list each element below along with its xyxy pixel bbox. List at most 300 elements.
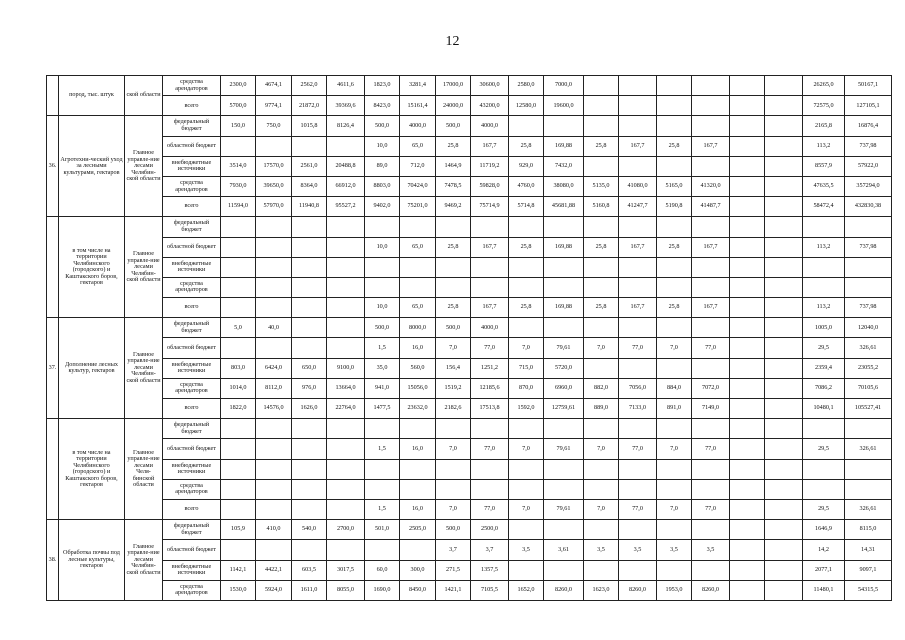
value-cell: 1477,5 xyxy=(365,399,400,419)
value-cell: 2505,0 xyxy=(400,520,436,540)
value-cell xyxy=(292,338,327,358)
value-cell xyxy=(436,459,471,479)
value-cell xyxy=(619,156,657,176)
value-cell xyxy=(327,439,365,459)
value-cell xyxy=(292,277,327,297)
value-cell: 66912,0 xyxy=(327,176,365,196)
value-cell: 4422,1 xyxy=(256,560,292,580)
value-cell xyxy=(256,540,292,560)
value-cell: 113,2 xyxy=(803,298,845,318)
value-cell xyxy=(730,176,765,196)
item-name: пород, тыс. штук xyxy=(59,76,125,116)
value-cell: 95527,2 xyxy=(327,197,365,217)
value-cell xyxy=(803,277,845,297)
value-cell: 77,0 xyxy=(692,338,730,358)
table-row xyxy=(47,136,892,156)
table-row xyxy=(47,338,892,358)
item-index: 36. xyxy=(47,116,59,217)
value-cell: 3,61 xyxy=(544,540,584,560)
value-cell xyxy=(365,419,400,439)
value-cell xyxy=(619,419,657,439)
value-cell: 326,61 xyxy=(845,338,892,358)
value-cell: 1530,0 xyxy=(221,580,256,600)
funding-source: федеральный бюджет xyxy=(163,419,221,439)
value-cell: 65,0 xyxy=(400,136,436,156)
value-cell xyxy=(584,520,619,540)
value-cell: 77,0 xyxy=(619,338,657,358)
value-cell xyxy=(765,217,803,237)
value-cell: 79,61 xyxy=(544,499,584,519)
value-cell xyxy=(657,459,692,479)
value-cell: 30600,0 xyxy=(471,76,509,96)
value-cell: 167,7 xyxy=(692,298,730,318)
page-number: 12 xyxy=(445,34,460,49)
value-cell xyxy=(765,96,803,116)
value-cell: 25,8 xyxy=(436,237,471,257)
value-cell xyxy=(657,358,692,378)
budget-table xyxy=(46,75,892,601)
table-row xyxy=(47,96,892,116)
value-cell: 7149,0 xyxy=(692,399,730,419)
value-cell: 167,7 xyxy=(619,136,657,156)
value-cell xyxy=(509,277,544,297)
value-cell xyxy=(292,237,327,257)
value-cell xyxy=(730,96,765,116)
value-cell xyxy=(765,439,803,459)
value-cell: 58472,4 xyxy=(803,197,845,217)
value-cell xyxy=(619,116,657,136)
value-cell xyxy=(765,76,803,96)
value-cell: 77,0 xyxy=(471,338,509,358)
value-cell: 57970,0 xyxy=(256,197,292,217)
funding-source: федеральный бюджет xyxy=(163,520,221,540)
value-cell: 1611,0 xyxy=(292,580,327,600)
value-cell: 7478,5 xyxy=(436,176,471,196)
value-cell xyxy=(730,257,765,277)
value-cell xyxy=(692,419,730,439)
value-cell: 25,8 xyxy=(436,298,471,318)
value-cell: 29,5 xyxy=(803,439,845,459)
value-cell: 14,31 xyxy=(845,540,892,560)
value-cell: 603,5 xyxy=(292,560,327,580)
funding-source: областной бюджет xyxy=(163,136,221,156)
value-cell: 500,0 xyxy=(436,318,471,338)
value-cell xyxy=(730,580,765,600)
value-cell: 7930,0 xyxy=(221,176,256,196)
table-row xyxy=(47,116,892,136)
value-cell xyxy=(692,257,730,277)
value-cell xyxy=(584,318,619,338)
value-cell xyxy=(619,277,657,297)
value-cell xyxy=(509,419,544,439)
value-cell xyxy=(221,338,256,358)
value-cell: 7000,0 xyxy=(544,76,584,96)
value-cell xyxy=(845,459,892,479)
value-cell: 17570,0 xyxy=(256,156,292,176)
value-cell xyxy=(730,318,765,338)
value-cell xyxy=(584,358,619,378)
value-cell: 41080,0 xyxy=(619,176,657,196)
value-cell: 25,8 xyxy=(509,298,544,318)
value-cell xyxy=(765,580,803,600)
value-cell xyxy=(657,318,692,338)
funding-source: средства арендаторов xyxy=(163,378,221,398)
value-cell xyxy=(657,419,692,439)
funding-source: всего xyxy=(163,298,221,318)
value-cell: 39650,0 xyxy=(256,176,292,196)
value-cell: 7,0 xyxy=(584,499,619,519)
funding-source: федеральный бюджет xyxy=(163,116,221,136)
funding-source: средства арендаторов xyxy=(163,580,221,600)
value-cell: 25,8 xyxy=(584,298,619,318)
value-cell: 77,0 xyxy=(619,439,657,459)
funding-source: внебюджетные источники xyxy=(163,358,221,378)
value-cell xyxy=(400,277,436,297)
value-cell: 105527,41 xyxy=(845,399,892,419)
table-row xyxy=(47,439,892,459)
value-cell: 25,8 xyxy=(436,136,471,156)
value-cell: 650,0 xyxy=(292,358,327,378)
value-cell: 8803,0 xyxy=(365,176,400,196)
value-cell: 39369,6 xyxy=(327,96,365,116)
item-name: в том числе на территории Челябинского (городского) и Каштакского боров, гектаров xyxy=(59,419,125,520)
value-cell: 77,0 xyxy=(619,499,657,519)
value-cell xyxy=(730,116,765,136)
value-cell: 79,61 xyxy=(544,439,584,459)
value-cell xyxy=(221,499,256,519)
value-cell xyxy=(765,399,803,419)
value-cell xyxy=(765,318,803,338)
value-cell: 8055,0 xyxy=(327,580,365,600)
value-cell: 7,0 xyxy=(509,499,544,519)
value-cell xyxy=(256,499,292,519)
value-cell xyxy=(730,298,765,318)
value-cell xyxy=(803,217,845,237)
value-cell xyxy=(221,217,256,237)
value-cell xyxy=(619,96,657,116)
value-cell xyxy=(765,156,803,176)
value-cell: 8364,0 xyxy=(292,176,327,196)
value-cell: 167,7 xyxy=(619,298,657,318)
value-cell: 884,0 xyxy=(657,378,692,398)
value-cell: 11480,1 xyxy=(803,580,845,600)
value-cell: 712,0 xyxy=(400,156,436,176)
value-cell: 1251,2 xyxy=(471,358,509,378)
value-cell xyxy=(657,520,692,540)
value-cell xyxy=(221,419,256,439)
value-cell xyxy=(765,197,803,217)
value-cell: 9469,2 xyxy=(436,197,471,217)
value-cell: 2580,0 xyxy=(509,76,544,96)
value-cell xyxy=(730,479,765,499)
value-cell: 65,0 xyxy=(400,237,436,257)
funding-source: областной бюджет xyxy=(163,540,221,560)
value-cell xyxy=(730,338,765,358)
table-body xyxy=(47,76,892,601)
value-cell: 25,8 xyxy=(657,136,692,156)
value-cell xyxy=(471,217,509,237)
value-cell xyxy=(692,96,730,116)
value-cell xyxy=(730,419,765,439)
value-cell: 12580,0 xyxy=(509,96,544,116)
value-cell: 89,0 xyxy=(365,156,400,176)
value-cell xyxy=(400,257,436,277)
table-row xyxy=(47,419,892,439)
value-cell xyxy=(657,257,692,277)
value-cell xyxy=(765,499,803,519)
funding-source: всего xyxy=(163,96,221,116)
value-cell xyxy=(730,499,765,519)
value-cell: 167,7 xyxy=(471,298,509,318)
value-cell: 25,8 xyxy=(657,237,692,257)
value-cell xyxy=(730,237,765,257)
table-row xyxy=(47,298,892,318)
value-cell xyxy=(292,257,327,277)
value-cell: 16,0 xyxy=(400,338,436,358)
value-cell xyxy=(765,116,803,136)
funding-source: внебюджетные источники xyxy=(163,257,221,277)
value-cell xyxy=(400,479,436,499)
value-cell xyxy=(436,419,471,439)
value-cell xyxy=(584,116,619,136)
value-cell xyxy=(619,358,657,378)
value-cell xyxy=(256,257,292,277)
value-cell xyxy=(365,277,400,297)
value-cell: 326,61 xyxy=(845,439,892,459)
value-cell: 7072,0 xyxy=(692,378,730,398)
value-cell: 25,8 xyxy=(657,298,692,318)
value-cell: 70424,0 xyxy=(400,176,436,196)
value-cell xyxy=(471,257,509,277)
value-cell: 20488,8 xyxy=(327,156,365,176)
value-cell: 7,0 xyxy=(436,499,471,519)
value-cell xyxy=(509,116,544,136)
value-cell: 1953,0 xyxy=(657,580,692,600)
value-cell xyxy=(692,277,730,297)
value-cell: 41247,7 xyxy=(619,197,657,217)
funding-source: средства арендаторов xyxy=(163,479,221,499)
value-cell: 2500,0 xyxy=(471,520,509,540)
value-cell xyxy=(471,479,509,499)
value-cell: 1822,0 xyxy=(221,399,256,419)
value-cell: 7,0 xyxy=(436,439,471,459)
value-cell: 929,0 xyxy=(509,156,544,176)
value-cell xyxy=(327,338,365,358)
value-cell: 8450,0 xyxy=(400,580,436,600)
value-cell: 25,8 xyxy=(584,136,619,156)
value-cell: 2165,8 xyxy=(803,116,845,136)
value-cell: 21872,0 xyxy=(292,96,327,116)
value-cell: 1519,2 xyxy=(436,378,471,398)
value-cell xyxy=(730,520,765,540)
funding-source: областной бюджет xyxy=(163,439,221,459)
value-cell xyxy=(584,217,619,237)
value-cell xyxy=(584,156,619,176)
value-cell: 79,61 xyxy=(544,338,584,358)
funding-source: внебюджетные источники xyxy=(163,560,221,580)
value-cell: 8000,0 xyxy=(400,318,436,338)
table-row xyxy=(47,540,892,560)
value-cell xyxy=(765,520,803,540)
value-cell xyxy=(292,136,327,156)
value-cell: 16,0 xyxy=(400,499,436,519)
value-cell: 8557,9 xyxy=(803,156,845,176)
value-cell: 77,0 xyxy=(471,439,509,459)
item-index xyxy=(47,76,59,116)
value-cell: 47635,5 xyxy=(803,176,845,196)
value-cell: 7056,0 xyxy=(619,378,657,398)
value-cell xyxy=(327,419,365,439)
value-cell: 2359,4 xyxy=(803,358,845,378)
value-cell: 1015,8 xyxy=(292,116,327,136)
value-cell: 7,0 xyxy=(436,338,471,358)
value-cell xyxy=(509,459,544,479)
value-cell: 14,2 xyxy=(803,540,845,560)
item-name: Обработка почвы под лесные культуры, гектаров xyxy=(59,520,125,601)
value-cell xyxy=(803,479,845,499)
responsible-org: Главное управле-ние лесами Челябин-ской области xyxy=(125,116,163,217)
value-cell xyxy=(692,76,730,96)
value-cell xyxy=(509,217,544,237)
value-cell: 167,7 xyxy=(471,237,509,257)
value-cell: 8260,0 xyxy=(544,580,584,600)
value-cell xyxy=(327,298,365,318)
value-cell xyxy=(221,277,256,297)
value-cell xyxy=(400,459,436,479)
value-cell: 803,0 xyxy=(221,358,256,378)
value-cell xyxy=(256,439,292,459)
value-cell: 7,0 xyxy=(657,439,692,459)
value-cell xyxy=(327,237,365,257)
value-cell xyxy=(845,217,892,237)
value-cell: 17000,0 xyxy=(436,76,471,96)
value-cell: 9097,1 xyxy=(845,560,892,580)
value-cell xyxy=(221,237,256,257)
value-cell xyxy=(327,499,365,519)
value-cell xyxy=(544,479,584,499)
value-cell: 10,0 xyxy=(365,298,400,318)
value-cell xyxy=(509,257,544,277)
value-cell xyxy=(730,217,765,237)
funding-source: внебюджетные источники xyxy=(163,156,221,176)
value-cell: 737,98 xyxy=(845,298,892,318)
value-cell: 4000,0 xyxy=(400,116,436,136)
value-cell xyxy=(400,540,436,560)
value-cell xyxy=(845,277,892,297)
value-cell: 150,0 xyxy=(221,116,256,136)
value-cell xyxy=(730,540,765,560)
value-cell xyxy=(619,217,657,237)
value-cell: 1652,0 xyxy=(509,580,544,600)
value-cell xyxy=(692,358,730,378)
value-cell xyxy=(436,217,471,237)
value-cell xyxy=(327,459,365,479)
value-cell xyxy=(256,136,292,156)
value-cell: 7,0 xyxy=(509,338,544,358)
value-cell xyxy=(256,459,292,479)
value-cell xyxy=(692,479,730,499)
value-cell: 127105,1 xyxy=(845,96,892,116)
value-cell xyxy=(256,217,292,237)
value-cell: 6424,0 xyxy=(256,358,292,378)
value-cell xyxy=(619,459,657,479)
value-cell: 501,0 xyxy=(365,520,400,540)
value-cell: 3281,4 xyxy=(400,76,436,96)
value-cell xyxy=(765,358,803,378)
value-cell: 8112,0 xyxy=(256,378,292,398)
value-cell xyxy=(765,298,803,318)
value-cell: 737,98 xyxy=(845,237,892,257)
value-cell: 560,0 xyxy=(400,358,436,378)
value-cell: 24000,0 xyxy=(436,96,471,116)
value-cell xyxy=(221,257,256,277)
table-row xyxy=(47,156,892,176)
value-cell xyxy=(584,560,619,580)
value-cell xyxy=(327,277,365,297)
responsible-org: Главное управле-ние лесами Челябин-ской области xyxy=(125,217,163,318)
value-cell: 16876,4 xyxy=(845,116,892,136)
value-cell: 4611,6 xyxy=(327,76,365,96)
value-cell: 17513,8 xyxy=(471,399,509,419)
value-cell: 77,0 xyxy=(692,439,730,459)
value-cell: 271,5 xyxy=(436,560,471,580)
value-cell xyxy=(765,459,803,479)
value-cell: 357294,0 xyxy=(845,176,892,196)
value-cell xyxy=(544,419,584,439)
value-cell: 19600,0 xyxy=(544,96,584,116)
table-row xyxy=(47,378,892,398)
value-cell: 7,0 xyxy=(584,338,619,358)
value-cell xyxy=(365,540,400,560)
value-cell: 35,0 xyxy=(365,358,400,378)
value-cell: 41487,7 xyxy=(692,197,730,217)
value-cell xyxy=(692,318,730,338)
value-cell xyxy=(657,76,692,96)
value-cell: 15056,0 xyxy=(400,378,436,398)
value-cell: 1014,0 xyxy=(221,378,256,398)
value-cell: 167,7 xyxy=(692,136,730,156)
value-cell: 2300,0 xyxy=(221,76,256,96)
value-cell xyxy=(584,459,619,479)
value-cell: 29,5 xyxy=(803,499,845,519)
table-row xyxy=(47,560,892,580)
table-row xyxy=(47,318,892,338)
value-cell: 1823,0 xyxy=(365,76,400,96)
value-cell xyxy=(327,540,365,560)
value-cell xyxy=(730,358,765,378)
value-cell: 891,0 xyxy=(657,399,692,419)
value-cell xyxy=(471,277,509,297)
value-cell xyxy=(544,217,584,237)
value-cell: 3017,5 xyxy=(327,560,365,580)
value-cell: 9402,0 xyxy=(365,197,400,217)
table-row xyxy=(47,76,892,96)
value-cell xyxy=(765,419,803,439)
value-cell: 8115,0 xyxy=(845,520,892,540)
value-cell xyxy=(845,479,892,499)
value-cell: 10,0 xyxy=(365,136,400,156)
value-cell xyxy=(544,318,584,338)
value-cell: 2077,1 xyxy=(803,560,845,580)
value-cell xyxy=(365,459,400,479)
value-cell: 1,5 xyxy=(365,499,400,519)
table-row xyxy=(47,399,892,419)
value-cell xyxy=(256,479,292,499)
table-row xyxy=(47,257,892,277)
value-cell xyxy=(584,76,619,96)
value-cell: 43200,0 xyxy=(471,96,509,116)
value-cell: 3,7 xyxy=(436,540,471,560)
